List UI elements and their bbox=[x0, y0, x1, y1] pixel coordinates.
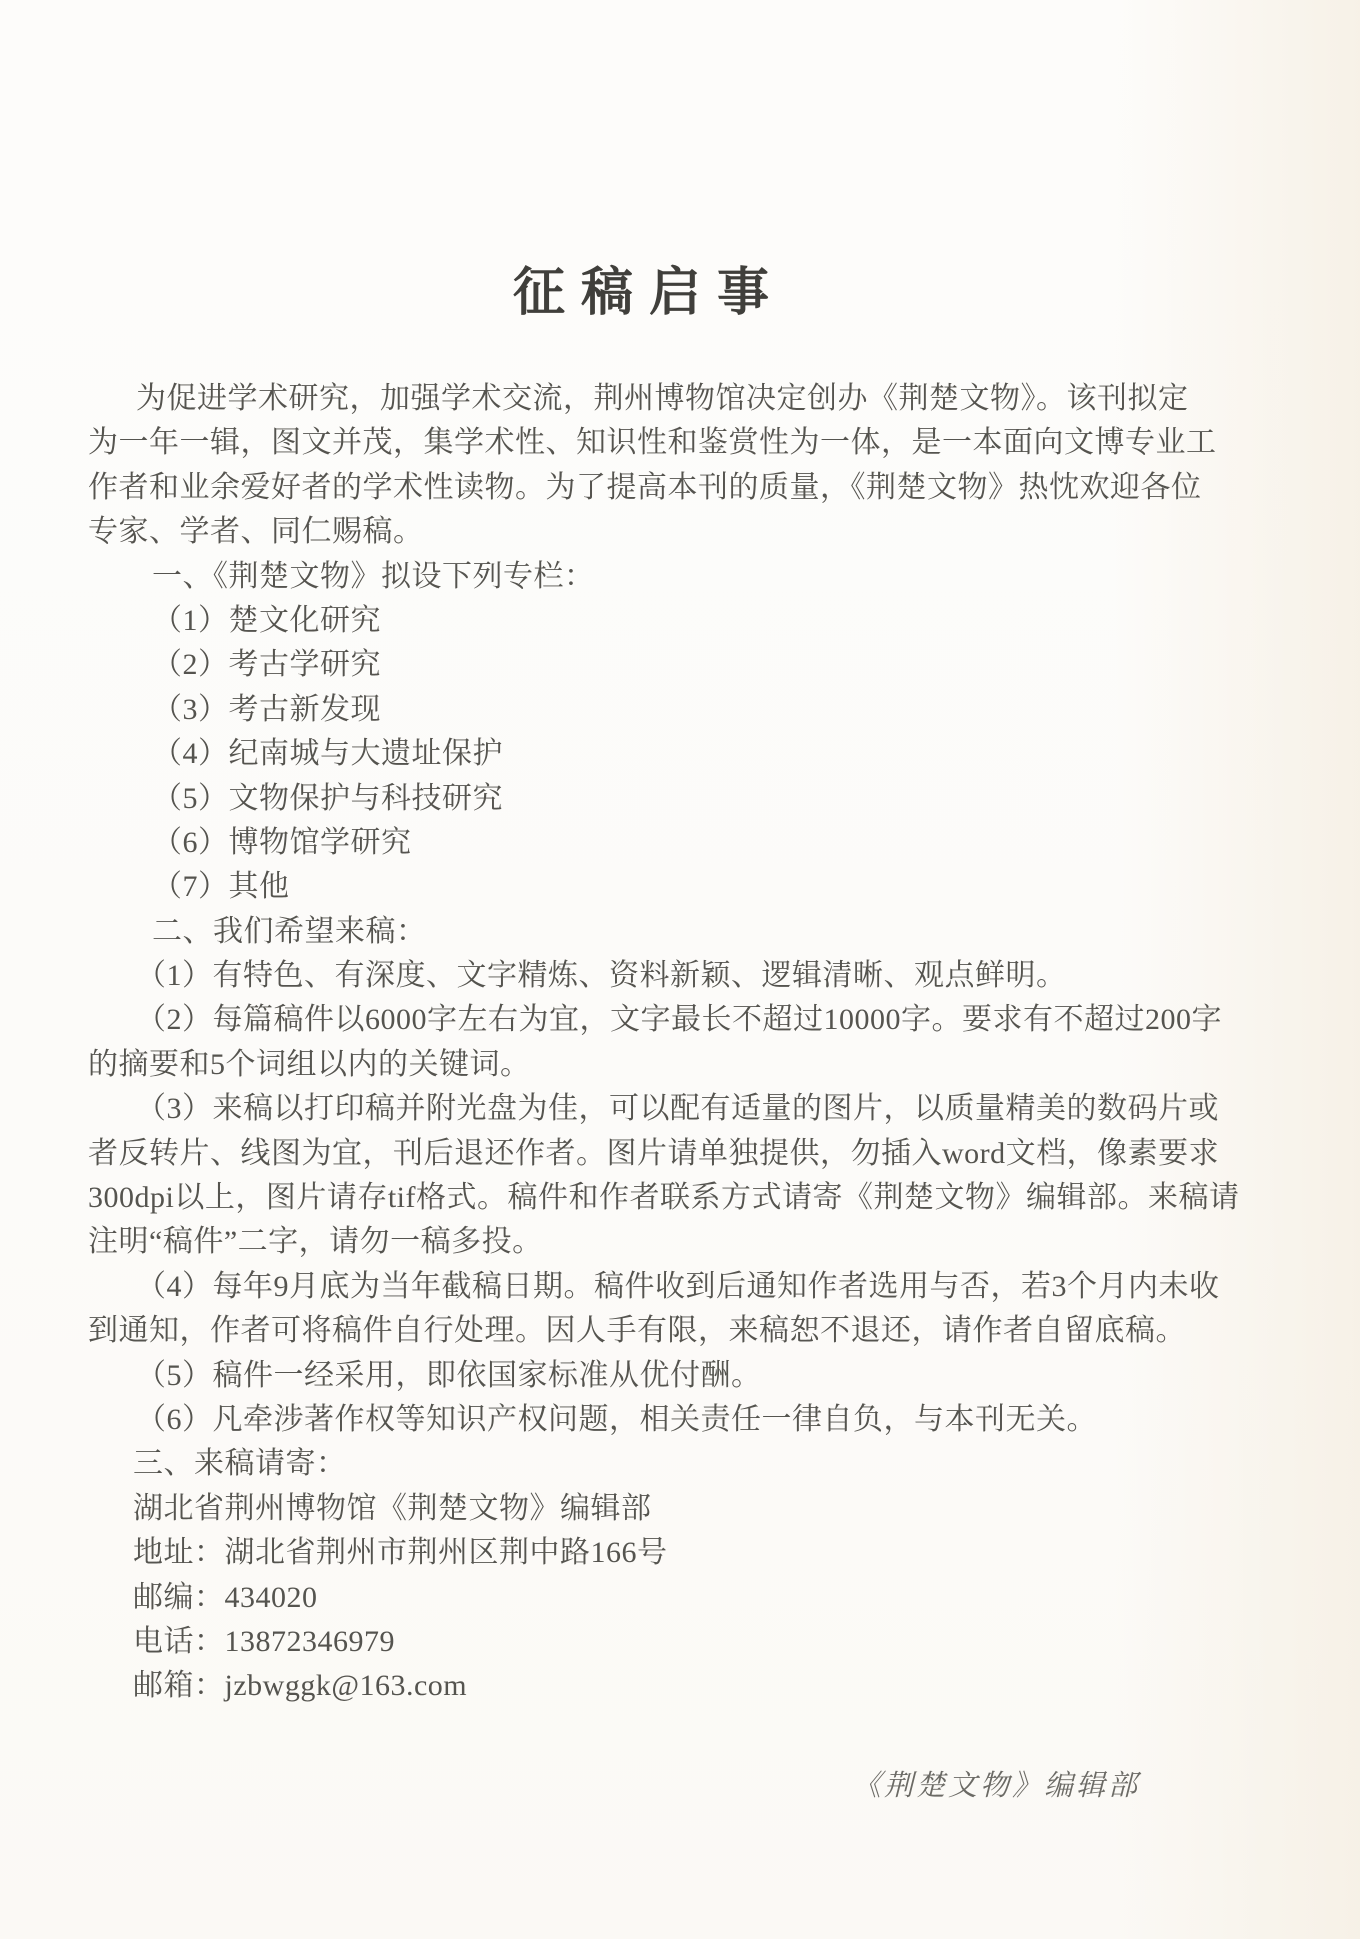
paragraph-intro-line: 专家、学者、同仁赐稿。 bbox=[88, 515, 424, 549]
contact-address-line: 地址：湖北省荆州市荆州区荆中路166号 bbox=[133, 1536, 668, 1570]
column-list-item: （4）纪南城与大遗址保护 bbox=[152, 737, 503, 771]
submission-guideline-line: （5）稿件一经采用，即依国家标准从优付酬。 bbox=[136, 1358, 762, 1392]
contact-email-line: 邮箱：jzbwggk@163.com bbox=[133, 1669, 468, 1703]
submission-guideline-line: 者反转片、线图为宜，刊后退还作者。图片请单独提供，勿插入word文档，像素要求 bbox=[88, 1136, 1220, 1170]
section-1-heading: 一、《荆楚文物》拟设下列专栏： bbox=[152, 559, 595, 593]
column-list-item: （1）楚文化研究 bbox=[152, 603, 381, 637]
editorial-signature: 《荆楚文物》编辑部 bbox=[851, 1770, 1140, 1802]
page-title: 征稿启事 bbox=[512, 265, 785, 322]
submission-guideline-line: 注明“稿件”二字，请勿一稿多投。 bbox=[88, 1225, 543, 1259]
paragraph-intro-line: 作者和业余爱好者的学术性读物。为了提高本刊的质量，《荆楚文物》热忱欢迎各位 bbox=[88, 470, 1202, 504]
submission-guideline-line: （1）有特色、有深度、文字精炼、资料新颖、逻辑清晰、观点鲜明。 bbox=[136, 959, 1067, 993]
column-list-item: （3）考古新发现 bbox=[152, 692, 381, 726]
section-3-heading: 三、来稿请寄： bbox=[133, 1447, 347, 1481]
contact-recipient-line: 湖北省荆州博物馆《荆楚文物》编辑部 bbox=[133, 1491, 652, 1525]
submission-guideline-line: （4）每年9月底为当年截稿日期。稿件收到后通知作者选用与否，若3个月内未收 bbox=[136, 1269, 1220, 1303]
column-list-item: （2）考古学研究 bbox=[152, 648, 381, 682]
submission-guideline-line: （3）来稿以打印稿并附光盘为佳，可以配有适量的图片，以质量精美的数码片或 bbox=[136, 1092, 1219, 1126]
paragraph-intro-line: 为促进学术研究，加强学术交流，荆州博物馆决定创办《荆楚文物》。该刊拟定 bbox=[136, 382, 1189, 415]
document-body bbox=[88, 377, 1240, 1709]
column-list-item: （7）其他 bbox=[152, 870, 290, 904]
submission-guideline-line: 到通知，作者可将稿件自行处理。因人手有限，来稿恕不退还，请作者自留底稿。 bbox=[88, 1314, 1186, 1348]
column-list-item: （6）博物馆学研究 bbox=[152, 825, 412, 859]
submission-guideline-line: 300dpi以上，图片请存tif格式。稿件和作者联系方式请寄《荆楚文物》编辑部。来稿请 bbox=[88, 1181, 1240, 1215]
section-2-heading: 二、我们希望来稿： bbox=[152, 914, 427, 948]
column-list-item: （5）文物保护与科技研究 bbox=[152, 781, 503, 815]
submission-guideline-line: 的摘要和5个词组以内的关键词。 bbox=[88, 1047, 531, 1081]
contact-postcode-line: 邮编：434020 bbox=[133, 1580, 318, 1614]
submission-guideline-line: （2）每篇稿件以6000字左右为宜，文字最长不超过10000字。要求有不超过200字 bbox=[136, 1003, 1222, 1037]
paragraph-intro-line: 为一年一辑，图文并茂，集学术性、知识性和鉴赏性为一体，是一本面向文博专业工 bbox=[88, 426, 1217, 460]
contact-phone-line: 电话：13872346979 bbox=[133, 1624, 395, 1658]
submission-guideline-line: （6）凡牵涉著作权等知识产权问题，相关责任一律自负，与本刊无关。 bbox=[136, 1402, 1097, 1436]
